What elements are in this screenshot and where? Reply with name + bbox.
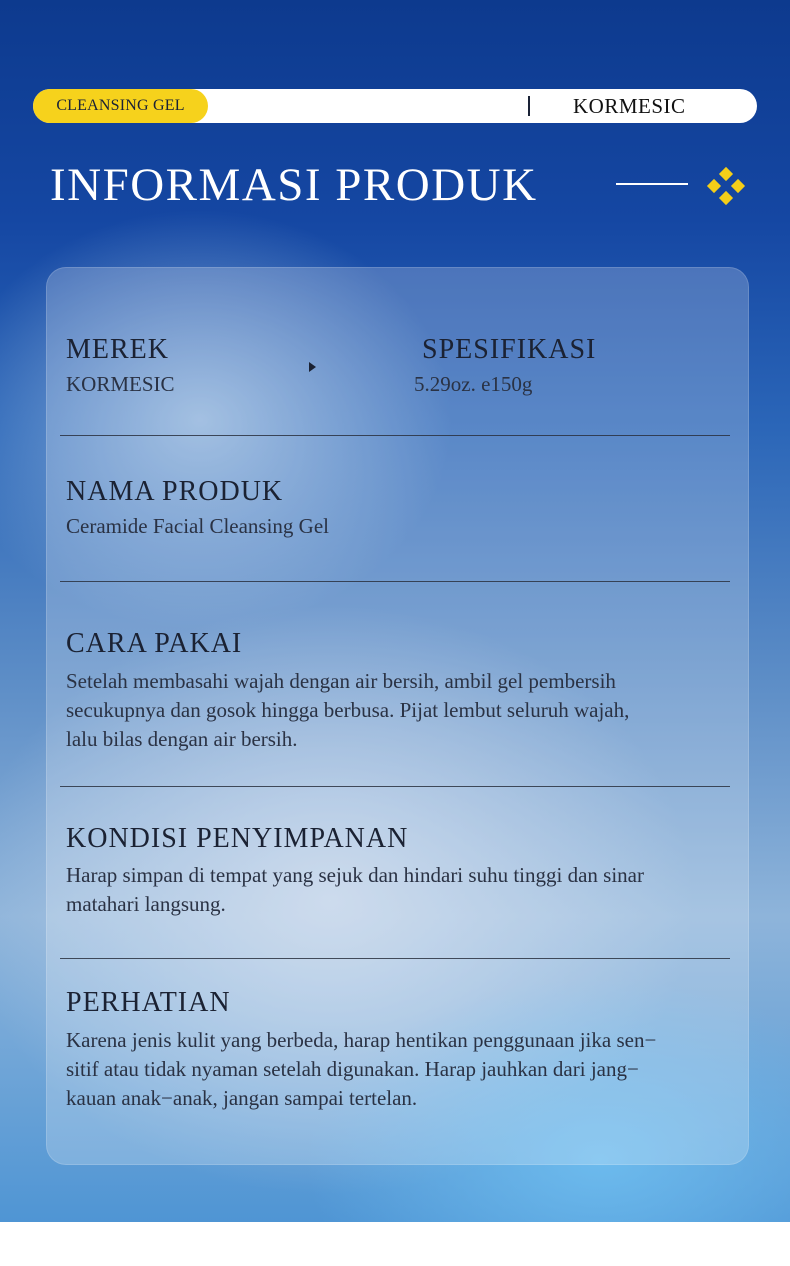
nama-produk-heading: NAMA PRODUK [66,476,284,507]
bar-divider [528,96,530,116]
perhatian-line: sitif atau tidak nyaman setelah digunakan. Harap jauhkan dari jang− [66,1057,639,1081]
perhatian-line: Karena jenis kulit yang berbeda, harap hentikan penggunaan jika sen− [66,1028,657,1052]
spesifikasi-heading: SPESIFIKASI [422,334,597,365]
page-title: INFORMASI PRODUK [50,159,538,211]
cara-pakai-line: secukupnya dan gosok hingga berbusa. Pijat lembut seluruh wajah, [66,698,630,722]
nama-produk-value: Ceramide Facial Cleansing Gel [66,514,330,538]
triangle-right-icon [309,362,316,372]
merek-heading: MEREK [66,334,169,365]
section-divider [60,786,730,787]
category-tag: CLEANSING GEL [33,89,208,123]
cara-pakai-line: Setelah membasahi wajah dengan air bersih, ambil gel pembersih [66,669,616,693]
kondisi-line: matahari langsung. [66,892,226,916]
brand-logo: KORMESIC [573,93,686,118]
perhatian-line: kauan anak−anak, jangan sampai tertelan. [66,1086,418,1110]
kondisi-heading: KONDISI PENYIMPANAN [66,823,409,854]
section-divider [60,435,730,436]
cara-pakai-line: lalu bilas dengan air bersih. [66,727,298,751]
merek-value: KORMESIC [66,372,175,396]
spesifikasi-value: 5.29oz. e150g [414,372,533,396]
kondisi-line: Harap simpan di tempat yang sejuk dan hindari suhu tinggi dan sinar [66,863,644,887]
section-divider [60,958,730,959]
four-diamond-icon [706,167,746,207]
title-decor-line [616,183,688,185]
section-divider [60,581,730,582]
cara-pakai-heading: CARA PAKAI [66,628,243,659]
perhatian-heading: PERHATIAN [66,987,231,1018]
top-bar [33,89,757,123]
